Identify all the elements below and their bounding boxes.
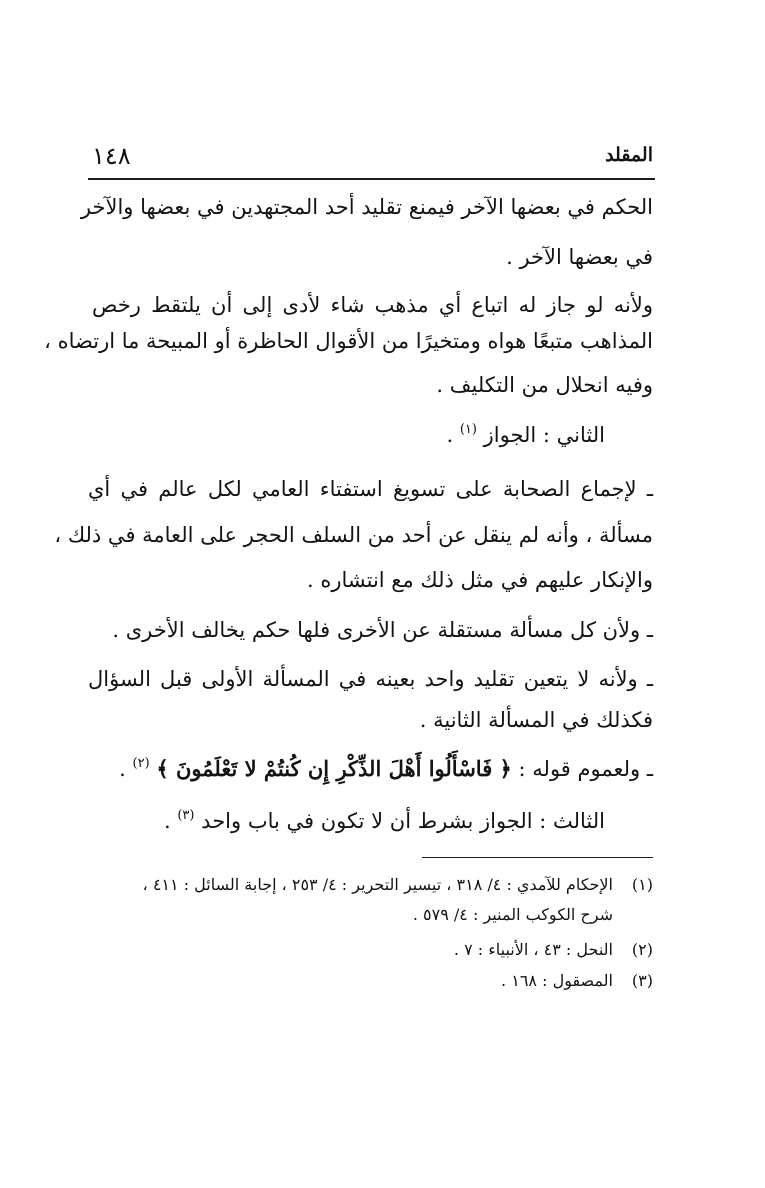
body-line-1: الحكم في بعضها الآخر فيمنع تقليد أحد المجتهدين في بعضها والآخر (80, 195, 653, 219)
footnote-separator (422, 857, 653, 858)
quote-intro: ـ ولعموم قوله : (518, 757, 653, 781)
line-end-period: . (446, 423, 454, 447)
body-line-3: ولأنه لو جاز له اتباع أي مذهب شاء لأدى إلى أن يلتقط رخص (92, 293, 653, 317)
body-line-13 (119, 754, 653, 784)
footnote-3 (501, 969, 653, 993)
body-line-10: ـ ولأن كل مسألة مستقلة عن الأخرى فلها حكم يخالف الأخرى . (112, 618, 653, 642)
footnote-text: النحل : ٤٣ ، الأنبياء : ٧ . (453, 940, 613, 959)
third-opinion-label: الثالث : الجواز بشرط أن لا تكون في باب واحد (201, 809, 605, 833)
footnote-ref-1: (١) (459, 422, 477, 437)
footnote-1-continuation: شرح الكوكب المنير : ٤/ ٥٧٩ . (412, 905, 613, 924)
line-end-period: . (163, 809, 171, 833)
footnote-number: (١) (631, 875, 653, 894)
footnote-text: المصقول : ١٦٨ . (501, 971, 613, 990)
footnote-text: الإحكام للآمدي : ٤/ ٣١٨ ، تيسير التحرير : ٤/ ٢٥٣ ، إجابة السائل : ٤١١ ، (142, 875, 613, 894)
body-line-8: مسألة ، وأنه لم ينقل عن أحد من السلف الحجر على العامة في ذلك ، (54, 523, 653, 547)
body-line-11: ـ ولأنه لا يتعين تقليد واحد بعينه في المسألة الأولى قبل السؤال (88, 667, 653, 691)
header-rule (88, 178, 655, 180)
body-line-4: المذاهب متبعًا هواه ومتخيرًا من الأقوال الحاظرة أو المبيحة ما ارتضاه ، (44, 329, 653, 353)
body-line-14 (164, 806, 605, 836)
footnote-number: (٢) (631, 940, 653, 959)
footnote-ref-2: (٢) (132, 756, 150, 771)
body-line-6 (446, 420, 605, 450)
body-line-5: وفيه انحلال من التكليف . (436, 373, 653, 397)
footnote-number: (٣) (631, 971, 653, 990)
running-header-title: المقلد (605, 144, 653, 166)
footnote-2 (454, 938, 653, 962)
body-line-2: في بعضها الآخر . (506, 245, 653, 269)
quranic-verse: ﴿ فَاسْأَلُوا أَهْلَ الذِّكْرِ إِن كُنتُمْ لا تَعْلَمُونَ ﴾ (156, 756, 512, 781)
footnote-1 (143, 873, 653, 897)
footnote-ref-3: (٣) (177, 808, 195, 823)
second-opinion-label: الثاني : الجواز (483, 423, 605, 447)
line-end-period: . (119, 757, 126, 781)
body-line-9: والإنكار عليهم في مثل ذلك مع انتشاره . (306, 568, 653, 592)
body-line-12: فكذلك في المسألة الثانية . (419, 708, 653, 732)
page-number: ١٤٨ (92, 142, 131, 170)
body-line-7: ـ لإجماع الصحابة على تسويغ استفتاء العامي لكل عالم في أي (88, 477, 653, 501)
